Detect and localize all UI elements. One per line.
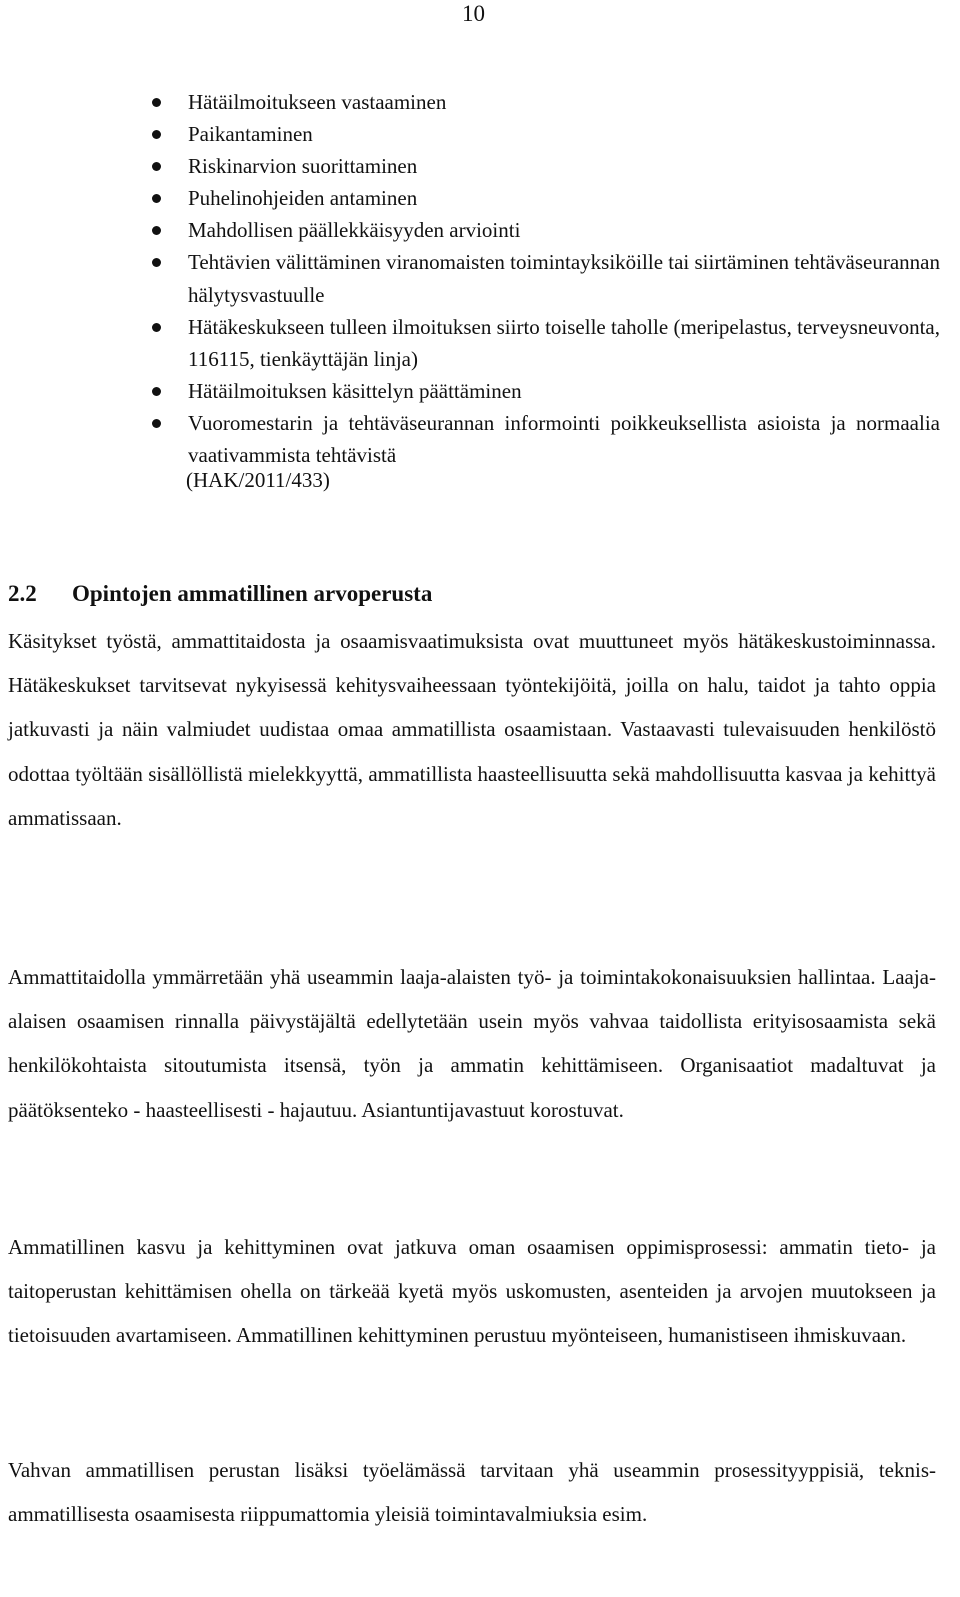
page-number: 10 (462, 1, 485, 26)
bullet-icon (152, 130, 161, 139)
list-item (150, 375, 940, 407)
section-title: Opintojen ammatillinen arvoperusta (72, 581, 433, 606)
list-item-text: Hätäilmoituksen käsittelyn päättäminen (188, 378, 522, 403)
task-bullet-list (150, 86, 940, 471)
bullet-icon (152, 98, 161, 107)
list-item-text: Puhelinohjeiden antaminen (188, 186, 418, 211)
bullet-icon (152, 323, 161, 332)
list-item (150, 407, 940, 471)
list-item (150, 118, 940, 150)
body-paragraph: Ammattitaidolla ymmärretään yhä useammin laaja-alaisten työ- ja toimintakokonaisuuksien hallintaa. Laaja-alaisen osaamisen rinnalla päivystäjältä edellytetään usein myös vahvaa taidollista erityisosaamista sekä henkilökohtaista sitoutumista itsensä, työn ja ammatin kehittämiseen. Organisaatiot madaltuvat ja päätöksenteko - haasteellisesti - hajautuu. Asiantuntijavastuut korostuvat. (8, 965, 936, 1122)
bullet-icon (152, 258, 161, 267)
list-item (150, 246, 940, 310)
bullet-icon (152, 387, 161, 396)
list-item-text: Tehtävien välittäminen viranomaisten toimintayksiköille tai siirtäminen tehtäväseurannan hälytysvastuulle (188, 250, 940, 307)
list-item-text: Vuoromestarin ja tehtäväseurannan informointi poikkeuksellista asioista ja normaalia vaativammista tehtävistä (188, 410, 940, 468)
list-item-text: Paikantaminen (188, 122, 313, 147)
bullet-icon (152, 226, 161, 235)
list-item-text: Riskinarvion suorittaminen (188, 154, 418, 179)
source-reference: (HAK/2011/433) (186, 468, 330, 492)
section-heading (8, 580, 938, 608)
bullet-icon (152, 194, 161, 203)
list-item-text: Hätäilmoitukseen vastaaminen (188, 90, 447, 114)
bullet-icon (152, 162, 161, 171)
bullet-icon (152, 419, 161, 428)
list-item (150, 214, 940, 246)
list-item (150, 182, 940, 214)
list-item (150, 86, 940, 118)
list-item (150, 150, 940, 182)
section-number: 2.2 (8, 581, 37, 606)
body-paragraph: Käsitykset työstä, ammattitaidosta ja osaamisvaatimuksista ovat muuttuneet myös hätäkeskustoiminnassa. Hätäkeskukset tarvitsevat nykyisessä kehitysvaiheessaan työntekijöitä, joilla on halu, taidot ja tahto oppia jatkuvasti ja näin valmiudet uudistaa omaa ammatillista osaamistaan. Vastaavasti tulevaisuuden henkilöstö odottaa työltään sisällöllistä mielekkyyttä, ammatillista haasteellisuutta sekä mahdollisuutta kasvaa ja kehittyä ammatissaan. (8, 629, 936, 830)
body-paragraph: Vahvan ammatillisen perustan lisäksi työelämässä tarvitaan yhä useammin prosessityyppisiä, teknis-ammatillisesta osaamisesta riippumattomia yleisiä toimintavalmiuksia esim. (8, 1458, 936, 1527)
list-item (150, 311, 940, 375)
list-item-text: Mahdollisen päällekkäisyyden arviointi (188, 218, 521, 243)
list-item-text: Hätäkeskukseen tulleen ilmoituksen siirto toiselle taholle (meripelastus, terveysneuvonta, 116115, tienkäyttäjän linja) (188, 314, 940, 371)
body-paragraph: Ammatillinen kasvu ja kehittyminen ovat jatkuva oman osaamisen oppimisprosessi: ammatin tieto- ja taitoperustan kehittämisen ohella on tärkeää kyetä myös uskomusten, asenteiden ja arvojen muutokseen ja tietoisuuden avartamiseen. Ammatillinen kehittyminen perustuu myönteiseen, humanistiseen ihmiskuvaan. (8, 1235, 936, 1348)
